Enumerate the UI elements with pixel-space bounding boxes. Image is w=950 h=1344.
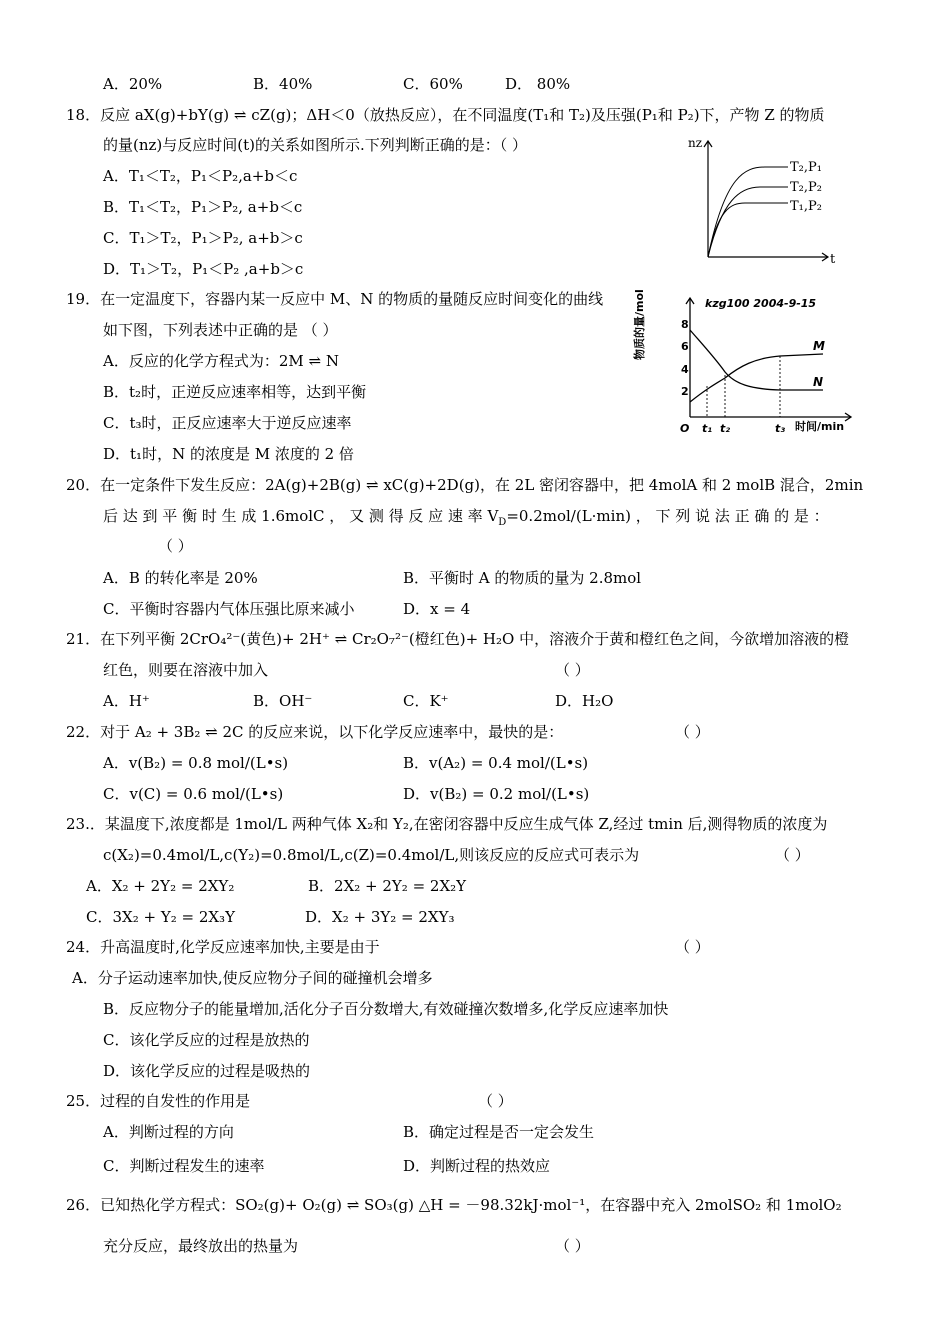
q21-option-a: A．H⁺: [103, 692, 150, 710]
q19-origin: O: [680, 422, 690, 435]
q19-curve-m: [690, 354, 823, 402]
q19-tick-8: 8: [681, 318, 689, 331]
q22-option-d: D．v(B₂) = 0.2 mol/(L•s): [403, 785, 590, 803]
q18-stem-line1: 18．反应 aX(g)+bY(g) ⇌ cZ(g)；ΔH＜0（放热反应），在不同温度(T₁和 T₂)及压强(P₁和 P₂)下，产物 Z 的物质: [66, 106, 825, 124]
q19-ylabel: 物质的量/mol: [633, 289, 646, 360]
q18-ylabel: nz: [688, 136, 703, 150]
q22-option-b: B．v(A₂) = 0.4 mol/(L•s): [403, 754, 589, 772]
q19-tick-t1: t₁: [702, 422, 713, 435]
q23-stem-line2: c(X₂)=0.4mol/L,c(Y₂)=0.8mol/L,c(Z)=0.4mol/L,则该反应的反应式可表示为: [103, 846, 640, 864]
q26-stem-line2: 充分反应，最终放出的热量为: [103, 1237, 299, 1255]
q19-option-b: B．t₂时，正逆反应速率相等，达到平衡: [103, 383, 367, 401]
q19-label-m: M: [813, 339, 825, 353]
q23-option-c: C．3X₂ + Y₂ = 2X₃Y: [86, 908, 235, 926]
q19-tick-t2: t₂: [720, 422, 731, 435]
q25-stem-line1: 25．过程的自发性的作用是: [66, 1092, 251, 1110]
q26-answer-paren: （ ）: [555, 1237, 590, 1255]
q20-option-a: A．B 的转化率是 20%: [103, 569, 258, 587]
q24-answer-paren: （ ）: [675, 938, 710, 956]
q24-option-b: B．反应物分子的能量增加,活化分子百分数增大,有效碰撞次数增多,化学反应速率加快: [103, 1000, 669, 1018]
q25-option-a: A．判断过程的方向: [103, 1123, 234, 1141]
q18-figure: [680, 135, 850, 267]
q18-xlabel: t: [830, 252, 836, 267]
q23-option-d: D．X₂ + 3Y₂ = 2XY₃: [305, 908, 455, 926]
q17-option-b: B．40%: [253, 75, 313, 93]
q24-stem-line1: 24．升高温度时,化学反应速率加快,主要是由于: [66, 938, 380, 956]
q22-option-a: A．v(B₂) = 0.8 mol/(L•s): [103, 754, 289, 772]
q24-option-d: D．该化学反应的过程是吸热的: [103, 1062, 311, 1080]
q19-xlabel: 时间/min: [795, 420, 845, 433]
q17-option-d: D． 80%: [505, 75, 571, 93]
q22-stem-line1: 22．对于 A₂ + 3B₂ ⇌ 2C 的反应来说，以下化学反应速率中，最快的是：: [66, 723, 564, 741]
q18-option-a: A．T₁＜T₂，P₁＜P₂,a+b＜c: [103, 167, 298, 185]
q18-label-t2p2: T₂,P₂: [790, 180, 822, 195]
q19-tick-4: 4: [681, 363, 689, 376]
q22-option-c: C．v(C) = 0.6 mol/(L•s): [103, 785, 284, 803]
q23-answer-paren: （ ）: [775, 846, 810, 864]
q18-option-b: B．T₁＜T₂，P₁＞P₂, a+b＜c: [103, 198, 303, 216]
q19-figure: [633, 289, 860, 438]
q24-option-c: C．该化学反应的过程是放热的: [103, 1031, 310, 1049]
q21-option-b: B．OH⁻: [253, 692, 313, 710]
q17-option-a: A．20%: [103, 75, 163, 93]
q19-watermark: kzg100 2004-9-15: [705, 297, 817, 310]
q19-tick-2: 2: [681, 385, 689, 398]
q18-curve-t2p1: [708, 167, 788, 257]
q18-option-d: D．T₁＞T₂，P₁＜P₂ ,a+b＞c: [103, 260, 304, 278]
q18-stem-line2: 的量(nz)与反应时间(t)的关系如图所示.下列判断正确的是：（ ）: [103, 136, 528, 154]
q19-tick-6: 6: [681, 340, 689, 353]
q19-tick-t3: t₃: [775, 422, 786, 435]
q20-stem-line2: 后 达 到 平 衡 时 生 成 1.6molC ， 又 测 得 反 应 速 率 $V_D=0.2mol/(L\cdot\min)$ ， 下 列 说 法 正 确 的 是 ：: [103, 507, 829, 528]
q21-answer-paren: （ ）: [555, 661, 590, 679]
q19-label-n: N: [813, 375, 824, 389]
q19-option-c: C．t₃时，正反应速率大于逆反应速率: [103, 414, 352, 432]
q18-label-t1p2: T₁,P₂: [790, 199, 822, 214]
q21-option-d: D．H₂O: [555, 692, 614, 710]
q22-answer-paren: （ ）: [675, 723, 710, 741]
q19-option-a: A．反应的化学方程式为：2M ⇌ N: [103, 352, 339, 370]
q20-stem-line1: 20．在一定条件下发生反应：2A(g)+2B(g) ⇌ xC(g)+2D(g)，在 2L 密闭容器中，把 4molA 和 2 molB 混合，2min: [66, 476, 864, 494]
q18-curve-t2p2: [708, 187, 788, 257]
q25-option-c: C．判断过程发生的速率: [103, 1157, 265, 1175]
q23-stem-line1: 23.．某温度下,浓度都是 1mol/L 两种气体 X₂和 Y₂,在密闭容器中反应生成气体 Z,经过 tmin 后,测得物质的浓度为: [66, 815, 828, 833]
q18-option-c: C．T₁＞T₂，P₁＞P₂, a+b＞c: [103, 229, 303, 247]
q21-stem-line2: 红色，则要在溶液中加入: [103, 661, 269, 679]
q23-option-a: A．X₂ + 2Y₂ = 2XY₂: [86, 877, 235, 895]
q18-label-t2p1: T₂,P₁: [790, 160, 822, 175]
q20-option-d: D．x = 4: [403, 600, 471, 618]
q21-option-c: C．K⁺: [403, 692, 449, 710]
q21-stem-line1: 21．在下列平衡 2CrO₄²⁻(黄色)+ 2H⁺ ⇌ Cr₂O₇²⁻(橙红色)+ H₂O 中，溶液介于黄和橙红色之间，今欲增加溶液的橙: [66, 630, 850, 648]
q20-option-b: B．平衡时 A 的物质的量为 2.8mol: [403, 569, 642, 587]
q25-option-d: D．判断过程的热效应: [403, 1157, 551, 1175]
q26-stem-line1: 26．已知热化学方程式：SO₂(g)+ O₂(g) ⇌ SO₃(g) △H = －98.32kJ·mol⁻¹，在容器中充入 2molSO₂ 和 1molO₂: [66, 1196, 842, 1214]
q20-stem-line3: （ ）: [158, 537, 193, 555]
q24-option-a: A．分子运动速率加快,使反应物分子间的碰撞机会增多: [72, 969, 433, 987]
q20-option-c: C．平衡时容器内气体压强比原来减小: [103, 600, 355, 618]
q19-axes: [686, 298, 851, 421]
q19-option-d: D．t₁时，N 的浓度是 M 浓度的 2 倍: [103, 445, 354, 463]
q19-stem-line1: 19．在一定温度下，容器内某一反应中 M、N 的物质的量随反应时间变化的曲线: [66, 290, 604, 308]
q25-option-b: B．确定过程是否一定会发生: [403, 1123, 595, 1141]
q17-option-c: C．60%: [403, 75, 463, 93]
q23-option-b: B．2X₂ + 2Y₂ = 2X₂Y: [308, 877, 467, 895]
q25-answer-paren: （ ）: [478, 1092, 513, 1110]
q19-stem-line2: 如下图，下列表述中正确的是 （ ）: [103, 321, 338, 339]
